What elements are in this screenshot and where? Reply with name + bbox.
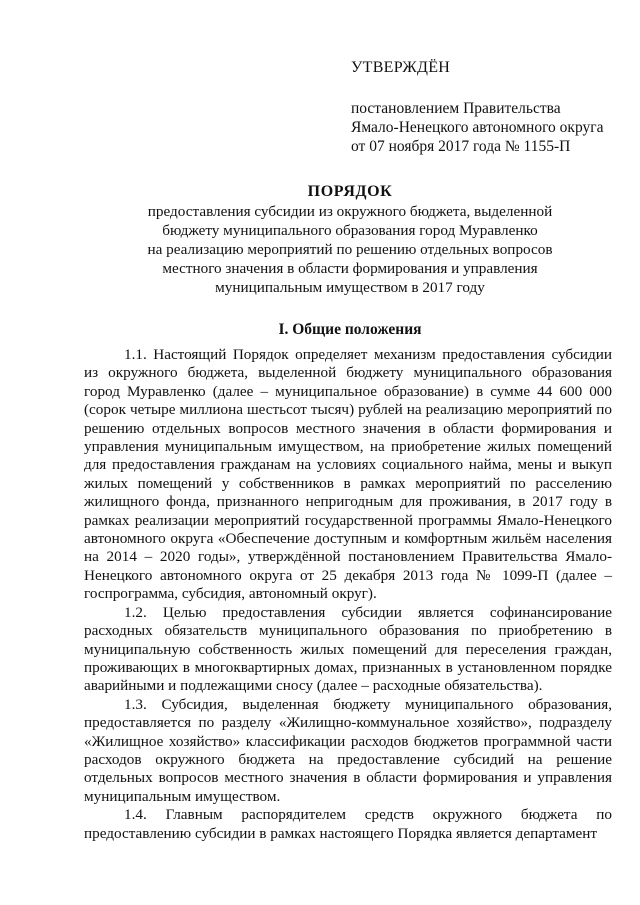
body-text: [84, 346, 612, 843]
approval-line-2: Ямало-Ненецкого автономного округа: [351, 119, 604, 136]
approval-line-3: от 07 ноября 2017 года № 1155-П: [351, 138, 571, 155]
paragraph-1-4: 1.4. Главным распорядителем средств окружного бюджета по предоставлению субсидии в рамках настоящего Порядка является департамент: [84, 806, 612, 842]
paragraph-1-2: 1.2. Целью предоставления субсидии является софинансирование расходных обязательств муниципального образования по приобретению в муниципальную собственность жилых помещений для переселения граждан, проживающих в многоквартирных домах, признанных в установленном порядке аварийными и подлежащими сносу (далее – расходные обязательства).: [84, 603, 612, 695]
approval-block: [351, 58, 621, 156]
section-heading: I. Общие положения: [278, 321, 422, 338]
title-line-2: бюджету муниципального образования город Муравленко: [162, 222, 538, 239]
title-line-1: предоставления субсидии из окружного бюджета, выделенной: [147, 203, 553, 220]
paragraph-1-1: 1.1. Настоящий Порядок определяет механизм предоставления субсидии из окружного бюджета, выделенной бюджету муниципального образования город Муравленко (далее – муниципальное образование) в сумме 44 600 000 (сорок четыре миллиона шестьсот тысяч) рублей на реализацию мероприятий по решению отдельных вопросов местного значения в области формирования и управления муниципальным имуществом, на приобретение жилых помещений для предоставления гражданам на условиях социального найма, мены и выкуп жилых помещений у собственников в рамках мероприятий по расселению жилищного фонда, признанного непригодным для проживания, в 2017 году в рамках реализации мероприятий государственной программы Ямало-Ненецкого автономного округа «Обеспечение доступным и комфортным жильём населения на 2014 – 2020 годы», утверждённой постановлением Правительства Ямало-Ненецкого автономного округа от 25 декабря 2013 года № 1099-П (далее – госпрограмма, субсидия, автономный округ).: [84, 346, 612, 603]
title-line-5: муниципальным имуществом в 2017 году: [215, 279, 485, 296]
approval-line-1: постановлением Правительства: [351, 100, 561, 117]
paragraph-1-3: 1.3. Субсидия, выделенная бюджету муниципального образования, предоставляется по разделу «Жилищно-коммунальное хозяйство», подразделу «Жилищное хозяйство» классификации расходов бюджетов программной части расходов окружного бюджета на предоставление субсидий на решение отдельных вопросов местного значения в области формирования и управления муниципальным имуществом.: [84, 695, 612, 805]
document-title-block: [100, 182, 600, 297]
approval-stamp: УТВЕРЖДЁН: [351, 59, 451, 76]
document-title: ПОРЯДОК: [307, 183, 393, 200]
title-line-3: на реализацию мероприятий по решению отдельных вопросов: [147, 241, 553, 258]
title-line-4: местного значения в области формирования и управления: [162, 260, 538, 277]
